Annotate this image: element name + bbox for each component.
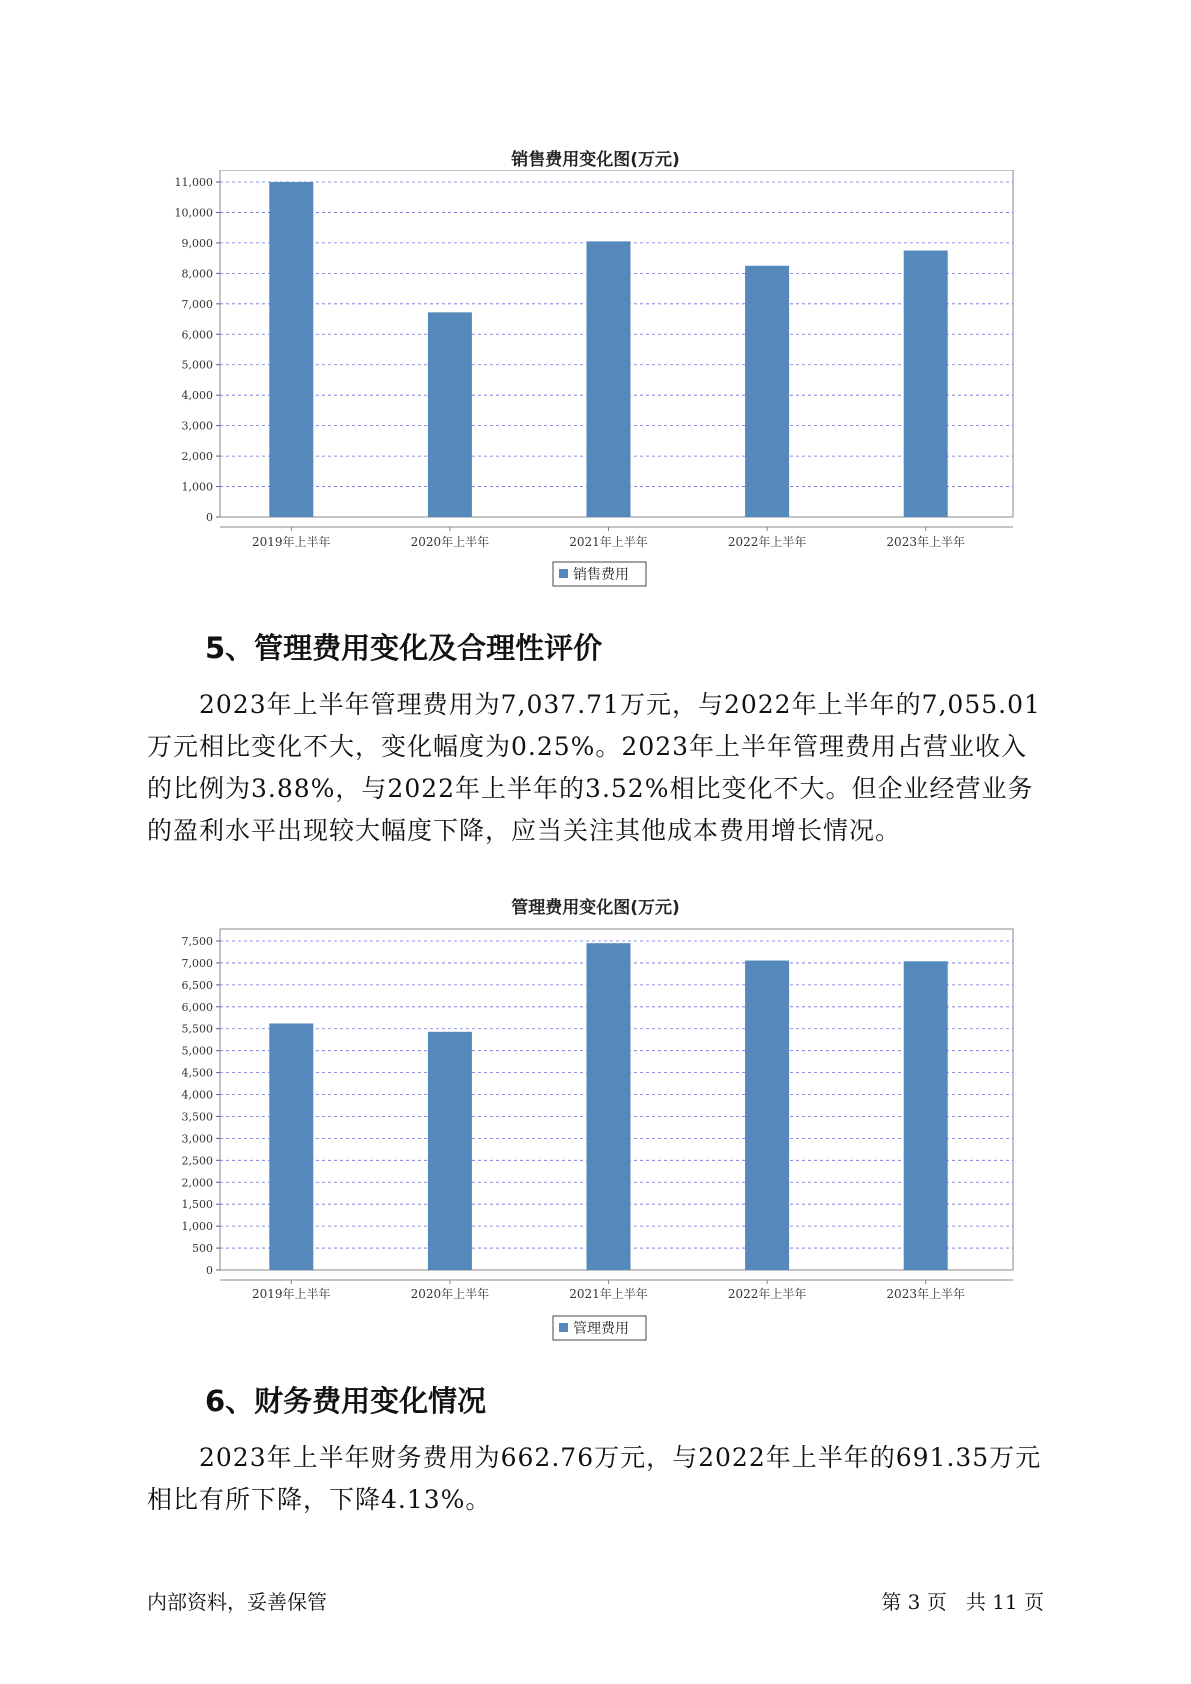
bar: [428, 312, 472, 517]
y-tick-label: 2,000: [181, 1176, 213, 1190]
y-tick-label: 3,000: [181, 1132, 213, 1146]
y-tick-label: 6,500: [181, 978, 213, 992]
y-tick-label: 1,000: [181, 480, 213, 494]
paragraph-line: 相比有所下降，下降4.13%。: [147, 1485, 492, 1514]
legend-swatch: [559, 1323, 568, 1332]
y-tick-label: 4,500: [181, 1066, 213, 1080]
y-tick-label: 1,500: [181, 1198, 213, 1212]
y-tick-label: 5,000: [181, 1044, 213, 1058]
admin-expense-paragraph: [147, 684, 1047, 852]
y-tick-label: 7,000: [181, 956, 213, 970]
x-tick-label: 2023年上半年: [886, 1287, 965, 1301]
paragraph-line: 2023年上半年管理费用为7,037.71万元，与2022年上半年的7,055.01: [199, 690, 1041, 719]
admin-chart-title: 管理费用变化图(万元): [511, 898, 680, 918]
y-tick-label: 8,000: [181, 267, 213, 281]
bar: [428, 1032, 472, 1270]
bar: [269, 182, 313, 517]
y-tick-label: 500: [192, 1242, 213, 1256]
bar: [904, 961, 948, 1270]
y-tick-label: 6,000: [181, 1000, 213, 1014]
y-tick-label: 4,000: [181, 389, 213, 403]
x-tick-label: 2023年上半年: [886, 535, 965, 549]
footer-confidential-note: 内部资料，妥善保管: [147, 1590, 327, 1614]
x-tick-label: 2021年上半年: [569, 535, 648, 549]
bar: [587, 943, 631, 1270]
y-tick-label: 6,000: [181, 328, 213, 342]
paragraph-line: 万元相比变化不大，变化幅度为0.25%。2023年上半年管理费用占营业收入: [147, 732, 1028, 761]
admin-expense-chart: [0, 918, 1191, 1348]
finance-expense-paragraph: [147, 1437, 1047, 1521]
y-tick-label: 5,500: [181, 1022, 213, 1036]
bar: [904, 251, 948, 517]
legend-label: 销售费用: [573, 567, 629, 583]
y-tick-label: 10,000: [174, 206, 213, 220]
footer-page-number: 第 3 页 共 11 页: [881, 1590, 1044, 1614]
y-tick-label: 7,000: [181, 297, 213, 311]
x-tick-label: 2022年上半年: [727, 535, 807, 549]
x-tick-label: 2022年上半年: [727, 1287, 807, 1301]
y-tick-label: 3,000: [181, 419, 213, 433]
y-tick-label: 9,000: [181, 236, 213, 250]
admin-expense-heading: 5、管理费用变化及合理性评价: [205, 631, 603, 665]
y-tick-label: 7,500: [181, 935, 213, 948]
y-tick-label: 4,000: [181, 1088, 213, 1102]
bar: [587, 241, 631, 517]
x-tick-label: 2019年上半年: [252, 1287, 331, 1301]
legend-swatch: [559, 569, 568, 578]
y-tick-label: 2,500: [181, 1154, 213, 1168]
x-tick-label: 2020年上半年: [410, 1287, 490, 1301]
bar: [745, 266, 789, 517]
y-tick-label: 2,000: [181, 450, 213, 464]
y-tick-label: 0: [206, 1264, 213, 1277]
finance-expense-heading: 6、财务费用变化情况: [205, 1384, 487, 1418]
x-tick-label: 2019年上半年: [252, 535, 331, 549]
sales-chart-title: 销售费用变化图(万元): [511, 150, 680, 170]
y-tick-label: 0: [206, 511, 213, 524]
paragraph-line: 2023年上半年财务费用为662.76万元，与2022年上半年的691.35万元: [199, 1443, 1042, 1472]
bar: [269, 1023, 313, 1270]
legend-label: 管理费用: [573, 1321, 629, 1337]
x-tick-label: 2020年上半年: [410, 535, 490, 549]
y-tick-label: 1,000: [181, 1220, 213, 1234]
y-tick-label: 11,000: [174, 176, 213, 189]
bar: [745, 961, 789, 1270]
paragraph-line: 的盈利水平出现较大幅度下降，应当关注其他成本费用增长情况。: [147, 816, 902, 845]
y-tick-label: 5,000: [181, 358, 213, 372]
sales-expense-chart: [0, 170, 1191, 590]
x-tick-label: 2021年上半年: [569, 1287, 648, 1301]
y-tick-label: 3,500: [181, 1110, 213, 1124]
paragraph-line: 的比例为3.88%，与2022年上半年的3.52%相比变化不大。但企业经营业务: [147, 774, 1034, 803]
